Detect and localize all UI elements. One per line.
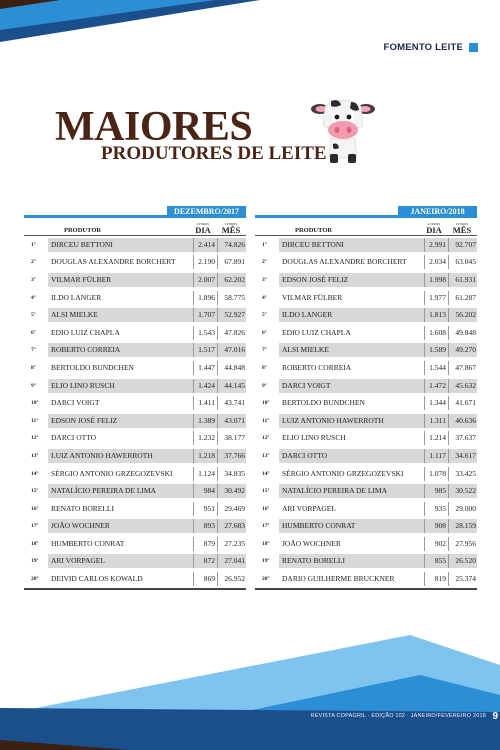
month-volume-cell: 74.826: [217, 238, 246, 252]
producer-name-cell: VILMAR FÜLBER: [282, 292, 343, 302]
producer-name-cell: RENATO BORELLI: [279, 554, 424, 568]
table-row: [24, 500, 246, 518]
month-volume-cell: 27.683: [217, 519, 246, 533]
rank-cell: 11º: [31, 417, 39, 424]
producer-name-cell: DARCI VOIGT: [279, 379, 424, 393]
day-volume-cell: 1.214: [424, 431, 448, 445]
table-row: [24, 570, 246, 588]
table-header: [255, 206, 477, 218]
section-square-icon: [469, 43, 478, 52]
producer-name-cell: JOÃO WOCHNER: [48, 519, 193, 533]
table-row: [24, 553, 246, 571]
day-volume-cell: 1.543: [193, 326, 217, 340]
month-volume-cell: 25.374: [448, 572, 477, 586]
day-volume-cell: 1.517: [193, 343, 217, 357]
rank-cell: 19º: [31, 558, 39, 565]
month-volume-cell: 27.235: [217, 537, 246, 551]
table-row: [255, 412, 477, 430]
rank-cell: 11º: [262, 417, 270, 424]
section-label: FOMENTO LEITE: [383, 42, 463, 53]
month-volume-cell: 61.287: [448, 291, 477, 305]
table-row: [255, 447, 477, 465]
rank-cell: 19º: [262, 558, 270, 565]
month-volume-cell: 27.041: [217, 554, 246, 568]
month-volume-cell: 49.848: [448, 326, 477, 340]
month-volume-cell: 34.617: [448, 449, 477, 463]
table-row: [24, 430, 246, 448]
rank-cell: 10º: [262, 400, 270, 407]
producer-column-header: PRODUTOR: [64, 227, 102, 234]
rank-cell: 3º: [31, 276, 36, 283]
day-volume-cell: 1.608: [424, 326, 448, 340]
producer-name-cell: ALSI MIELKE: [279, 343, 424, 357]
rank-cell: 16º: [31, 505, 39, 512]
month-volume-cell: 63.045: [448, 255, 477, 269]
day-volume-cell: 1.411: [193, 396, 217, 410]
producer-name-cell: DARCI OTTO: [51, 433, 97, 443]
day-volume-cell: 2.414: [193, 238, 217, 252]
page-title: MAIORES: [55, 104, 253, 150]
day-volume-cell: 872: [193, 554, 217, 568]
rank-cell: 15º: [31, 488, 39, 495]
rank-cell: 2º: [262, 259, 267, 266]
day-volume-cell: 1.896: [193, 291, 217, 305]
month-column-header: LITROS MÊS: [221, 221, 241, 235]
month-volume-cell: 37.766: [217, 449, 246, 463]
day-volume-cell: 1.424: [193, 379, 217, 393]
month-volume-cell: 26.952: [217, 572, 246, 586]
day-volume-cell: 984: [193, 484, 217, 498]
day-volume-cell: 1.472: [424, 379, 448, 393]
rank-cell: 13º: [262, 452, 270, 459]
table-row: [255, 254, 477, 272]
rank-cell: 14º: [31, 470, 39, 477]
rank-cell: 13º: [31, 452, 39, 459]
section-tag: [384, 42, 478, 53]
month-volume-cell: 56.202: [448, 308, 477, 322]
day-volume-cell: 1.447: [193, 361, 217, 375]
table-row: [255, 359, 477, 377]
day-volume-cell: 2.991: [424, 238, 448, 252]
rank-cell: 3º: [262, 276, 267, 283]
month-volume-cell: 62.202: [217, 273, 246, 287]
producer-name-cell: BERTOLDO BUNDCHEN: [51, 362, 134, 372]
rank-cell: 5º: [31, 312, 36, 319]
day-volume-cell: 935: [424, 502, 448, 516]
producer-name-cell: EDSON JOSÉ FELIZ: [279, 273, 424, 287]
month-volume-cell: 45.632: [448, 379, 477, 393]
page-number: 9: [492, 711, 498, 722]
producer-name-cell: DIRCEU BETTONI: [279, 238, 424, 252]
producer-name-cell: ILDO LANGER: [51, 292, 102, 302]
month-volume-cell: 58.775: [217, 291, 246, 305]
rank-cell: 5º: [262, 312, 267, 319]
rank-cell: 12º: [31, 435, 39, 442]
rank-cell: 9º: [262, 382, 267, 389]
rank-cell: 6º: [31, 329, 36, 336]
month-volume-cell: 29.000: [448, 502, 477, 516]
table-row: [24, 324, 246, 342]
month-column-header: LITROS MÊS: [452, 221, 472, 235]
page-subtitle: PRODUTORES DE LEITE: [101, 143, 327, 164]
table-row: [255, 394, 477, 412]
producer-name-cell: ILDO LANGER: [279, 308, 424, 322]
producer-name-cell: ROBERTO CORREIA: [48, 343, 193, 357]
day-volume-cell: 1.544: [424, 361, 448, 375]
column-headers: [24, 218, 246, 236]
day-volume-cell: 1.117: [424, 449, 448, 463]
table-row: [24, 359, 246, 377]
month-volume-cell: 47.867: [448, 361, 477, 375]
producer-name-cell: LUIZ ANTONIO HAWERROTH: [48, 449, 193, 463]
table-row: [255, 518, 477, 536]
day-volume-cell: 893: [193, 519, 217, 533]
period-label: JANEIRO/2018: [398, 206, 477, 217]
table-row: [255, 465, 477, 483]
month-volume-cell: 27.956: [448, 537, 477, 551]
rank-cell: 9º: [31, 382, 36, 389]
month-volume-cell: 33.425: [448, 467, 477, 481]
month-volume-cell: 28.159: [448, 519, 477, 533]
rank-cell: 4º: [262, 294, 267, 301]
day-volume-cell: 855: [424, 554, 448, 568]
rank-cell: 18º: [31, 540, 39, 547]
month-volume-cell: 49.270: [448, 343, 477, 357]
rank-cell: 1º: [31, 241, 36, 248]
day-volume-cell: 1.078: [424, 467, 448, 481]
producer-name-cell: HUMBERTO CONRAT: [279, 519, 424, 533]
table-row: [255, 482, 477, 500]
month-volume-cell: 40.636: [448, 414, 477, 428]
table-row: [255, 342, 477, 360]
day-volume-cell: 869: [193, 572, 217, 586]
producer-name-cell: ARI VORPAGEL: [282, 503, 336, 513]
producer-name-cell: DARIO GUILHERME BRUCKNER: [282, 574, 395, 584]
table-body: [24, 236, 246, 588]
producer-name-cell: DEIVID CARLOS KOWALD: [51, 574, 143, 584]
month-volume-cell: 30.522: [448, 484, 477, 498]
day-volume-cell: 1.813: [424, 308, 448, 322]
producer-name-cell: DOUGLAS ALEXANDRE BORCHERT: [51, 257, 176, 267]
month-volume-cell: 67.891: [217, 255, 246, 269]
table-row: [24, 342, 246, 360]
producer-name-cell: ROBERTO CORREIA: [282, 362, 352, 372]
producer-name-cell: EDIO LUIZ CHAPLA: [51, 327, 120, 337]
table-row: [255, 271, 477, 289]
day-volume-cell: 1.977: [424, 291, 448, 305]
rank-cell: 7º: [262, 347, 267, 354]
producer-name-cell: DARCI VOIGT: [51, 398, 100, 408]
table-row: [24, 306, 246, 324]
table-row: [24, 482, 246, 500]
rank-cell: 16º: [262, 505, 270, 512]
table-row: [255, 500, 477, 518]
producer-name-cell: ELIO LINO RUSCH: [48, 379, 193, 393]
day-volume-cell: 1.311: [424, 414, 448, 428]
rank-cell: 1º: [262, 241, 267, 248]
day-volume-cell: 902: [424, 537, 448, 551]
table-row: [255, 553, 477, 571]
table-row: [255, 570, 477, 588]
month-volume-cell: 52.927: [217, 308, 246, 322]
month-volume-cell: 47.016: [217, 343, 246, 357]
producer-name-cell: RENATO BORELLI: [51, 503, 114, 513]
day-volume-cell: 985: [424, 484, 448, 498]
rank-cell: 14º: [262, 470, 270, 477]
day-volume-cell: 2.007: [193, 273, 217, 287]
producer-name-cell: ELIO LINO RUSCH: [282, 433, 346, 443]
bottom-decoration: [0, 620, 500, 750]
day-volume-cell: 1.589: [424, 343, 448, 357]
producer-name-cell: EDSON JOSÉ FELIZ: [48, 414, 193, 428]
producer-name-cell: DOUGLAS ALEXANDRE BORCHERT: [282, 257, 407, 267]
producer-name-cell: NATALÍCIO PEREIRA DE LIMA: [279, 484, 424, 498]
producer-name-cell: DIRCEU BETTONI: [48, 238, 193, 252]
month-volume-cell: 37.637: [448, 431, 477, 445]
month-volume-cell: 47.826: [217, 326, 246, 340]
table-row: [255, 377, 477, 395]
table-body: [255, 236, 477, 588]
month-volume-cell: 43.741: [217, 396, 246, 410]
rank-cell: 4º: [31, 294, 36, 301]
table-row: [24, 394, 246, 412]
month-volume-cell: 44.145: [217, 379, 246, 393]
day-column-header: LITROS DIA: [426, 221, 442, 235]
table-row: [24, 271, 246, 289]
rank-cell: 17º: [262, 523, 270, 530]
month-volume-cell: 26.520: [448, 554, 477, 568]
month-volume-cell: 29.469: [217, 502, 246, 516]
table-row: [24, 465, 246, 483]
period-label: DEZEMBRO/2017: [167, 206, 246, 217]
day-volume-cell: 1.124: [193, 467, 217, 481]
producer-name-cell: ARI VORPAGEL: [48, 554, 193, 568]
table-row: [255, 289, 477, 307]
table-row: [24, 518, 246, 536]
ranking-table-january: [255, 206, 477, 590]
day-volume-cell: 2.034: [424, 255, 448, 269]
day-volume-cell: 1.344: [424, 396, 448, 410]
month-volume-cell: 41.671: [448, 396, 477, 410]
rank-cell: 20º: [31, 576, 39, 583]
table-row: [24, 412, 246, 430]
table-row: [24, 254, 246, 272]
producer-column-header: PRODUTOR: [295, 227, 333, 234]
month-volume-cell: 44.848: [217, 361, 246, 375]
table-row: [255, 324, 477, 342]
day-volume-cell: 2.190: [193, 255, 217, 269]
day-volume-cell: 908: [424, 519, 448, 533]
producer-name-cell: BERTOLDO BUNDCHEN: [282, 398, 365, 408]
day-volume-cell: 951: [193, 502, 217, 516]
rank-cell: 8º: [31, 364, 36, 371]
rank-cell: 20º: [262, 576, 270, 583]
table-header: [24, 206, 246, 218]
month-volume-cell: 34.835: [217, 467, 246, 481]
producer-name-cell: DARCI OTTO: [279, 449, 424, 463]
producer-name-cell: EDIO LUIZ CHAPLA: [282, 327, 351, 337]
month-volume-cell: 61.931: [448, 273, 477, 287]
producer-name-cell: NATALÍCIO PEREIRA DE LIMA: [48, 484, 193, 498]
column-headers: [255, 218, 477, 236]
ranking-table-december: [24, 206, 246, 590]
rank-cell: 8º: [262, 364, 267, 371]
rank-cell: 17º: [31, 523, 39, 530]
table-row: [24, 236, 246, 254]
rank-cell: 10º: [31, 400, 39, 407]
rank-cell: 18º: [262, 540, 270, 547]
producer-name-cell: VILMAR FÜLBER: [48, 273, 193, 287]
month-volume-cell: 38.177: [217, 431, 246, 445]
day-volume-cell: 1.232: [193, 431, 217, 445]
day-volume-cell: 1.218: [193, 449, 217, 463]
table-row: [24, 377, 246, 395]
rank-cell: 15º: [262, 488, 270, 495]
rank-cell: 2º: [31, 259, 36, 266]
rank-cell: 6º: [262, 329, 267, 336]
table-row: [255, 306, 477, 324]
day-column-header: LITROS DIA: [195, 221, 211, 235]
day-volume-cell: 879: [193, 537, 217, 551]
rank-cell: 7º: [31, 347, 36, 354]
footer-text: REVISTA COPAGRIL · EDIÇÃO 102 · JANEIRO/FEVEREIRO 2018: [310, 713, 486, 719]
table-row: [24, 447, 246, 465]
producer-name-cell: LUIZ ANTONIO HAWERROTH: [279, 414, 424, 428]
cow-illustration: [311, 96, 375, 166]
day-volume-cell: 819: [424, 572, 448, 586]
table-row: [255, 535, 477, 553]
producer-name-cell: SÉRGIO ANTONIO GRZEGOZEVSKI: [282, 468, 404, 478]
producer-name-cell: JOÃO WOCHNER: [282, 538, 341, 548]
table-row: [24, 289, 246, 307]
producer-name-cell: ALSI MIELKE: [48, 308, 193, 322]
producer-name-cell: HUMBERTO CONRAT: [51, 538, 125, 548]
producer-name-cell: SÉRGIO ANTONIO GRZEGOZEVSKI: [51, 468, 173, 478]
table-row: [255, 430, 477, 448]
table-row: [255, 236, 477, 254]
table-row: [24, 535, 246, 553]
rank-cell: 12º: [262, 435, 270, 442]
day-volume-cell: 1.389: [193, 414, 217, 428]
month-volume-cell: 43.071: [217, 414, 246, 428]
month-volume-cell: 30.492: [217, 484, 246, 498]
day-volume-cell: 1.998: [424, 273, 448, 287]
month-volume-cell: 92.707: [448, 238, 477, 252]
day-volume-cell: 1.707: [193, 308, 217, 322]
